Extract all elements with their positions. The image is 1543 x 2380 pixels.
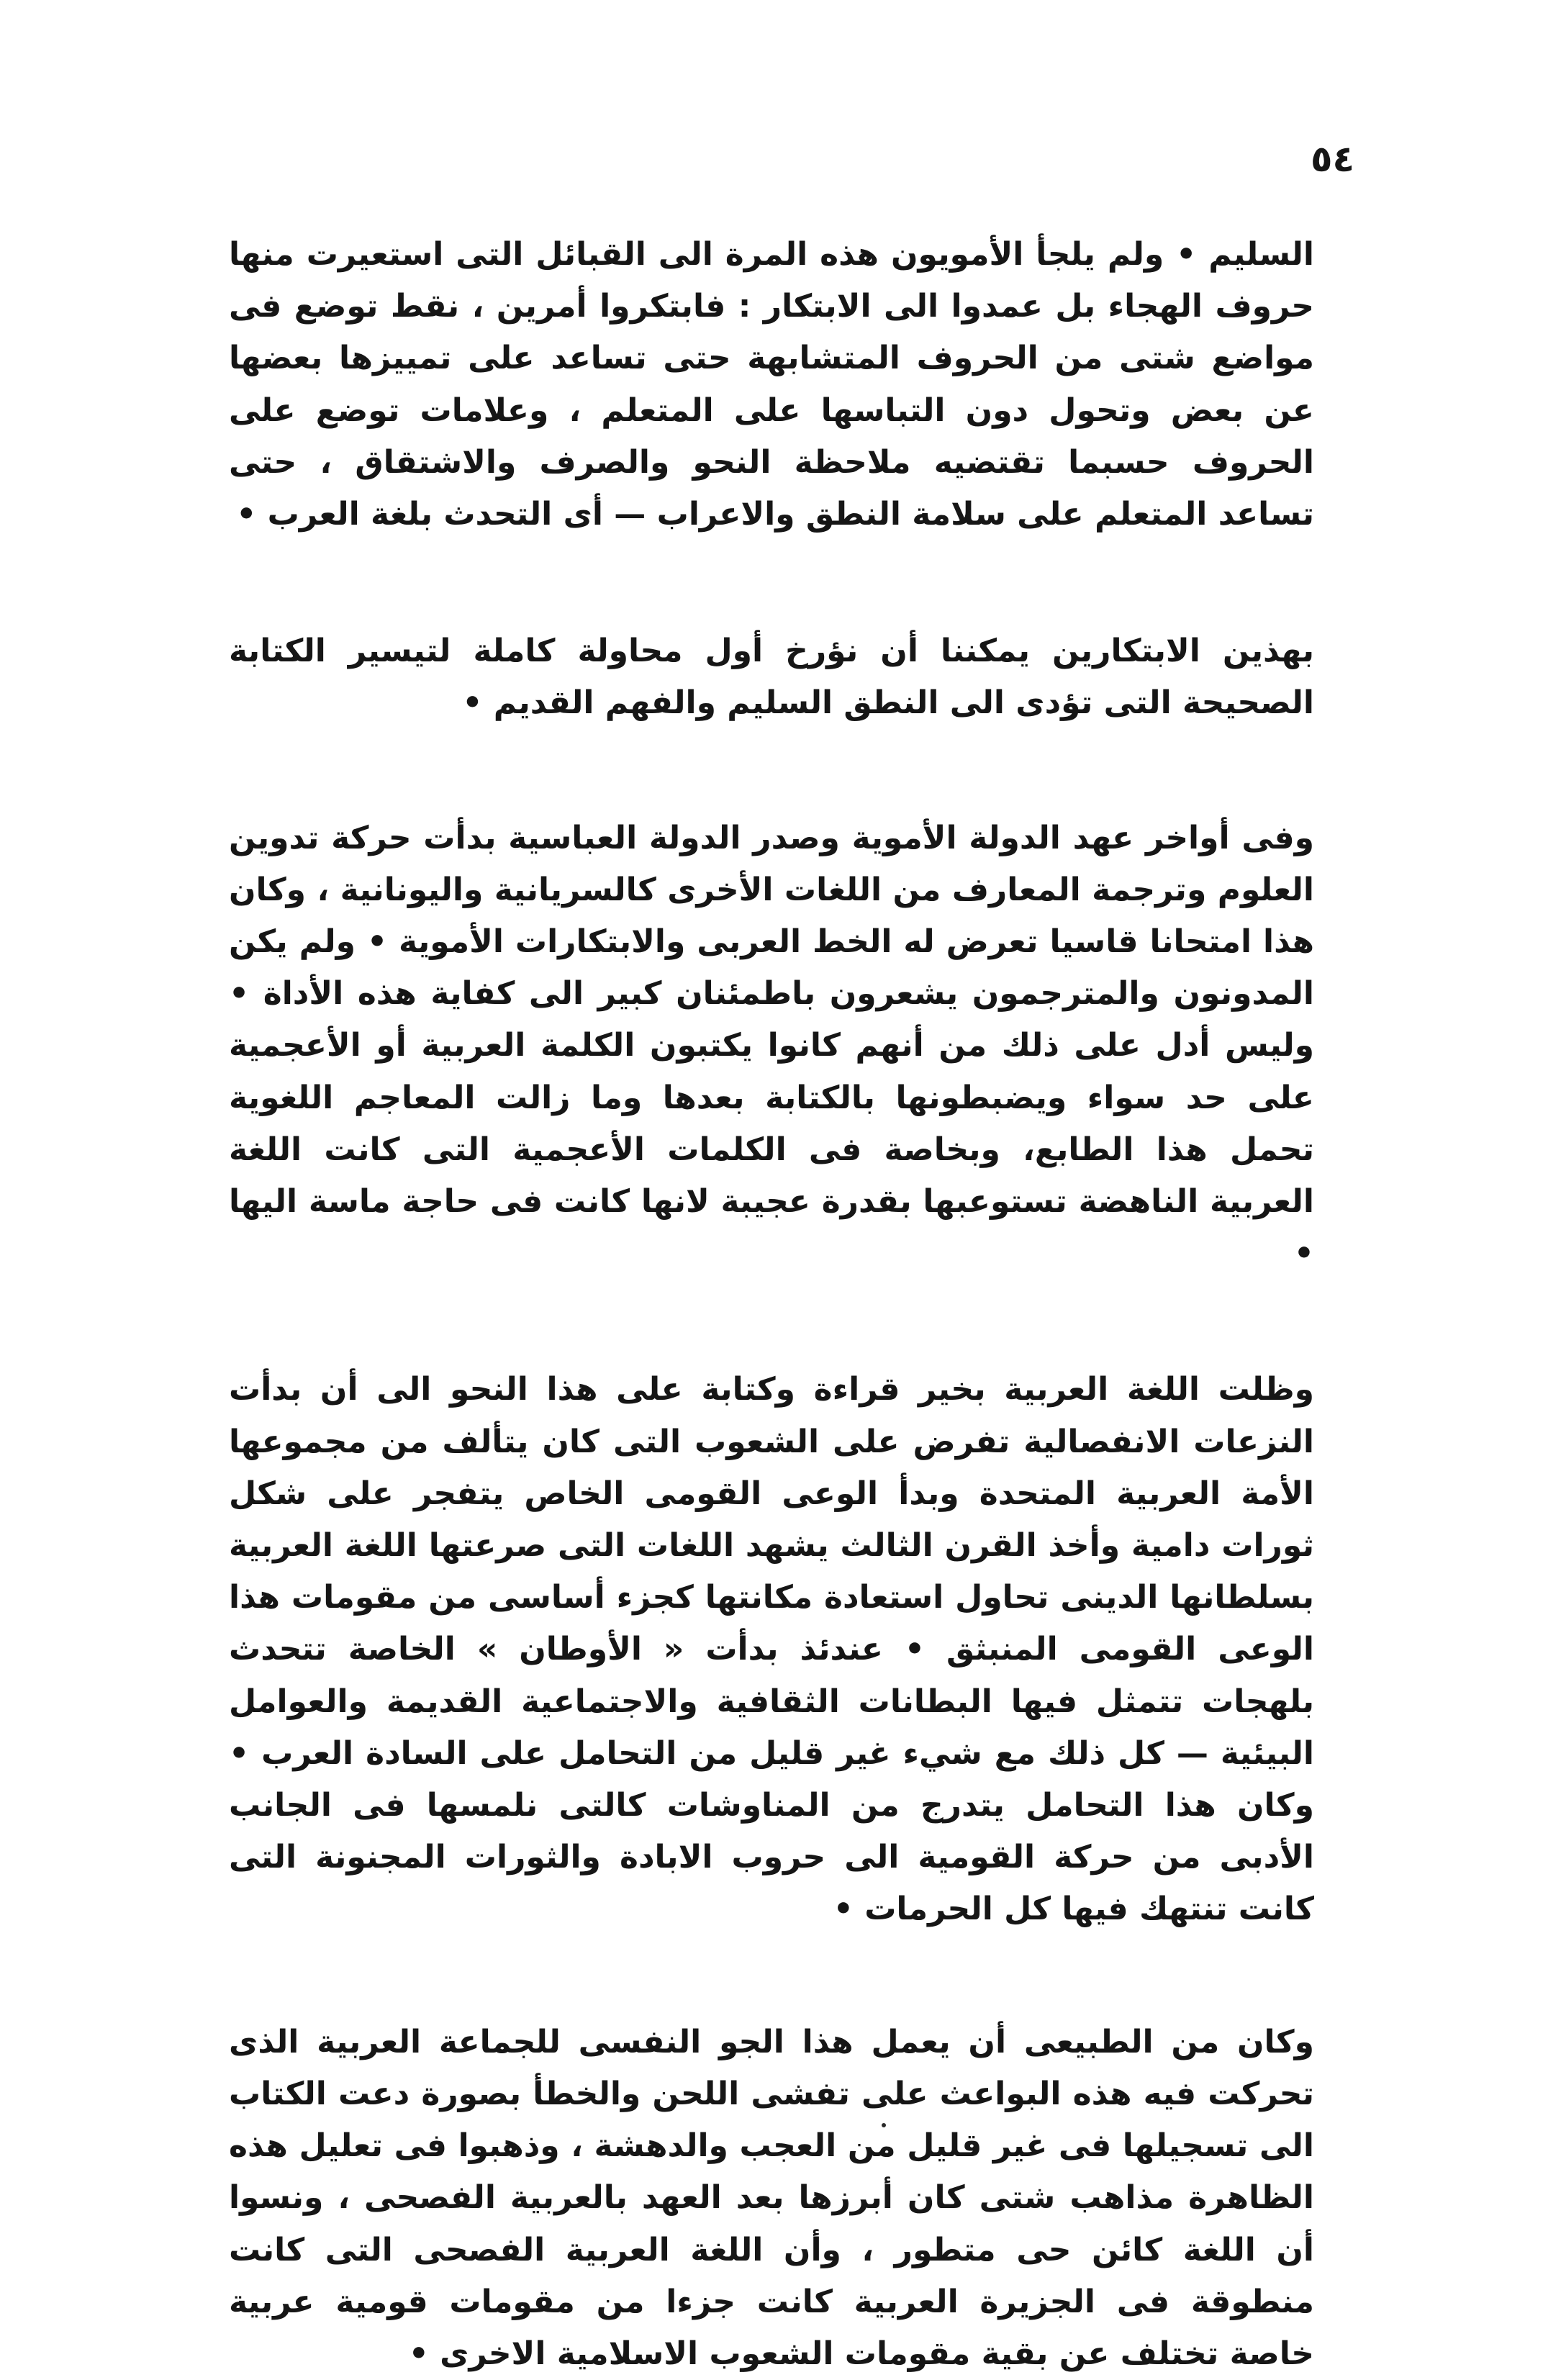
body-text (229, 229, 1314, 2380)
paragraph-3: وفى أواخر عهد الدولة الأموية وصدر الدولة العباسية بدأت حركة تدوين العلوم وترجمة المعارف من اللغات الأخرى كالسريانية واليونانية ، وكان هذا امتحانا قاسيا تعرض له الخط العربى والابتكارات الأموية • ولم يكن المدونون والمترجمون يشعرون باطمئنان كبير الى كفاية هذه الأداة • وليس أدل على ذلك من أنهم كانوا يكتبون الكلمة العربية أو الأعجمية على حد سواء ويضبطونها بالكتابة بعدها وما زالت المعاجم اللغوية تحمل هذا الطابع، وبخاصة فى الكلمات الأعجمية التى كانت اللغة العربية الناهضة تستوعبها بقدرة عجيبة لانها كانت فى حاجة ماسة اليها • (229, 819, 1314, 1272)
paragraph-1: السليم • ولم يلجأ الأمويون هذه المرة الى القبائل التى استعيرت منها حروف الهجاء بل عمدوا الى الابتكار : فابتكروا أمرين ، نقط توضع فى مواضع شتى من الحروف المتشابهة حتى تساعد على تمييزها بعضها عن بعض وتحول دون التباسها على المتعلم ، وعلامات توضع على الحروف حسبما تقتضيه ملاحظة النحو والصرف والاشتقاق ، حتى تساعد المتعلم على سلامة النطق والاعراب — أى التحدث بلغة العرب • (229, 236, 1314, 533)
paragraph-5: وكان من الطبيعى أن يعمل هذا الجو النفسى للجماعة العربية الذى تحركت فيه هذه البواعث على تفشى اللحن والخطأ بصورة دعت الكتاب الى تسجيلها فى غير قليل من العجب والدهشة ، وذهبوا فى تعليل هذه الظاهرة مذاهب شتى كان أبرزها بعد العهد بالعربية الفصحى ، ونسوا أن اللغة كائن حى متطور ، وأن اللغة العربية الفصحى التى كانت منطوقة فى الجزيرة العربية كانت جزءا من مقومات قومية عربية خاصة تختلف عن بقية مقومات الشعوب الاسلامية الاخرى • (229, 2023, 1314, 2372)
page-number: ٥٤ (1310, 138, 1354, 180)
paragraph-2: بهذين الابتكارين يمكننا أن نؤرخ أول محاولة كاملة لتيسير الكتابة الصحيحة التى تؤدى الى النطق السليم والفهم القديم • (229, 633, 1314, 722)
print-speck (882, 2123, 886, 2127)
paragraph-4: وظلت اللغة العربية بخير قراءة وكتابة على هذا النحو الى أن بدأت النزعات الانفصالية تفرض على الشعوب التى كان يتألف من مجموعها الأمة العربية المتحدة وبدأ الوعى القومى الخاص يتفجر على شكل ثورات دامية وأخذ القرن الثالث يشهد اللغات التى صرعتها اللغة العربية بسلطانها الدينى تحاول استعادة مكانتها كجزء أساسى من مقومات هذا الوعى القومى المنبثق • عندئذ بدأت « الأوطان » الخاصة تتحدث بلهجات تتمثل فيها البطانات الثقافية والاجتماعية القديمة والعوامل البيئية — كل ذلك مع شيء غير قليل من التحامل على السادة العرب • وكان هذا التحامل يتدرج من المناوشات كالتى نلمسها فى الجانب الأدبى من حركة القومية الى حروب الابادة والثورات المجنونة التى كانت تنتهك فيها كل الحرمات • (229, 1371, 1314, 1928)
